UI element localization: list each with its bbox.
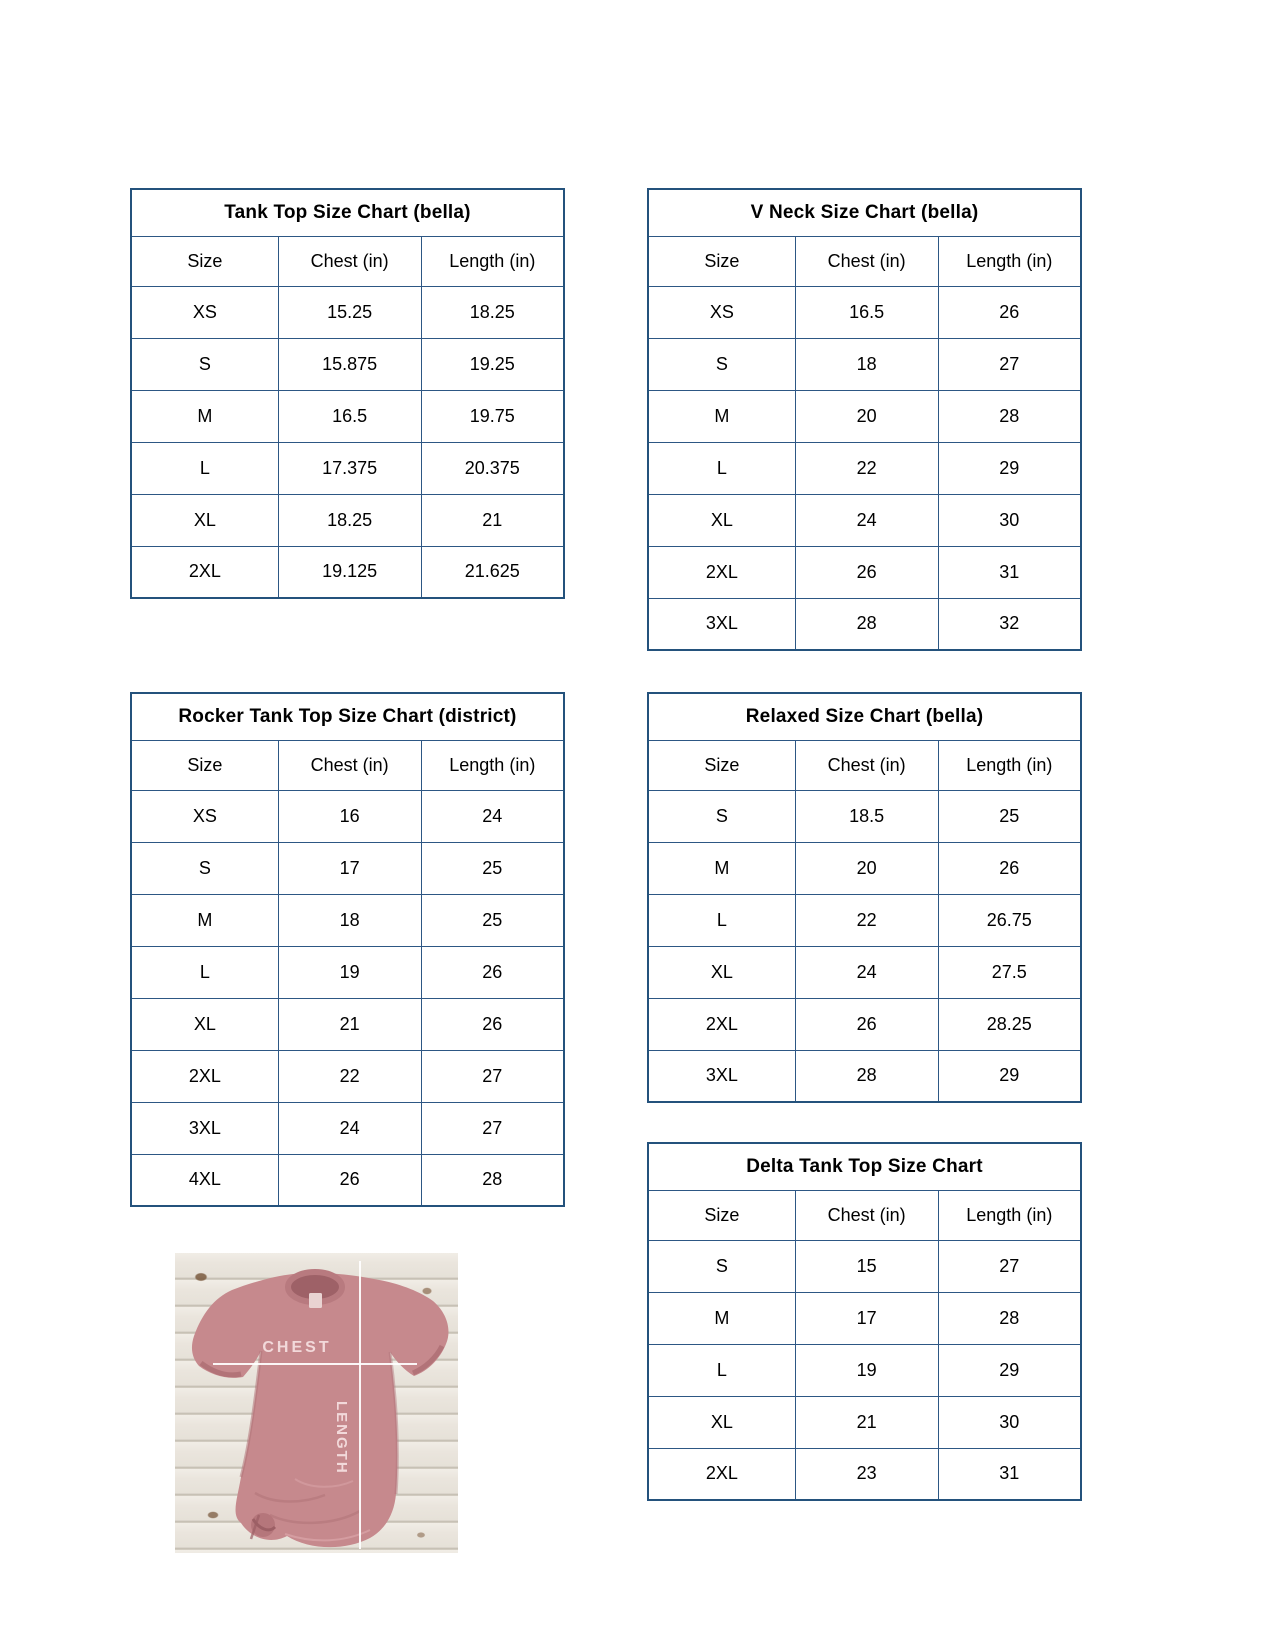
table-header-row — [131, 740, 564, 790]
table-cell: 31 — [938, 546, 1081, 598]
table-cell: 24 — [421, 790, 564, 842]
table-cell: 3XL — [131, 1102, 278, 1154]
table-row — [648, 894, 1081, 946]
table-cell: XS — [648, 286, 795, 338]
table-cell: 18.25 — [278, 494, 421, 546]
table-cell: 2XL — [648, 1448, 795, 1500]
column-header: Length (in) — [421, 740, 564, 790]
table-cell: 26 — [938, 286, 1081, 338]
table-cell: 26 — [421, 946, 564, 998]
column-header: Size — [648, 740, 795, 790]
table-title-row — [648, 189, 1081, 236]
table-cell: 27 — [421, 1050, 564, 1102]
table-cell: 20 — [795, 390, 938, 442]
table-cell: XL — [131, 494, 278, 546]
table-row — [648, 338, 1081, 390]
table-row — [131, 338, 564, 390]
table-cell: 21.625 — [421, 546, 564, 598]
table-cell: M — [648, 390, 795, 442]
table-cell: S — [131, 338, 278, 390]
table-cell: 2XL — [131, 546, 278, 598]
v-neck-size-table — [647, 188, 1082, 651]
table-cell: 21 — [278, 998, 421, 1050]
chest-measurement-line — [213, 1363, 417, 1365]
table-row — [131, 842, 564, 894]
table-cell: 24 — [278, 1102, 421, 1154]
table-cell: XL — [648, 494, 795, 546]
table-header-row — [648, 236, 1081, 286]
table-cell: 25 — [938, 790, 1081, 842]
table-cell: 24 — [795, 946, 938, 998]
table-cell: 31 — [938, 1448, 1081, 1500]
table-cell: 26 — [421, 998, 564, 1050]
table-cell: XL — [648, 946, 795, 998]
table-cell: 20 — [795, 842, 938, 894]
table-cell: 22 — [795, 894, 938, 946]
table-cell: 28 — [938, 390, 1081, 442]
column-header: Chest (in) — [278, 740, 421, 790]
table-cell: XL — [648, 1396, 795, 1448]
table-title: Tank Top Size Chart (bella) — [131, 189, 564, 236]
table-row — [131, 286, 564, 338]
table-cell: 19.75 — [421, 390, 564, 442]
column-header: Chest (in) — [795, 236, 938, 286]
table-cell: 28 — [938, 1292, 1081, 1344]
table-cell: 18.5 — [795, 790, 938, 842]
table-cell: 15.875 — [278, 338, 421, 390]
table-cell: 21 — [795, 1396, 938, 1448]
relaxed-size-table — [647, 692, 1082, 1103]
table-row — [648, 946, 1081, 998]
table-cell: 16.5 — [795, 286, 938, 338]
table-cell: 21 — [421, 494, 564, 546]
chest-label: CHEST — [262, 1339, 332, 1356]
table-cell: 32 — [938, 598, 1081, 650]
table-cell: 15 — [795, 1240, 938, 1292]
length-measurement-line — [359, 1261, 361, 1549]
table-row — [131, 390, 564, 442]
table-cell: 29 — [938, 1050, 1081, 1102]
table-row — [648, 1240, 1081, 1292]
table-cell: XL — [131, 998, 278, 1050]
column-header: Length (in) — [421, 236, 564, 286]
table-cell: 17.375 — [278, 442, 421, 494]
table-row — [648, 1448, 1081, 1500]
table-cell: 17 — [278, 842, 421, 894]
table-cell: 2XL — [648, 546, 795, 598]
column-header: Length (in) — [938, 1190, 1081, 1240]
table-cell: 19 — [795, 1344, 938, 1396]
table-cell: 16 — [278, 790, 421, 842]
table-row — [648, 842, 1081, 894]
table-cell: 27 — [938, 338, 1081, 390]
table-cell: 27 — [938, 1240, 1081, 1292]
table-cell: 26 — [795, 546, 938, 598]
table-cell: 16.5 — [278, 390, 421, 442]
table-cell: S — [131, 842, 278, 894]
table-cell: L — [131, 946, 278, 998]
table-row — [648, 390, 1081, 442]
column-header: Size — [131, 236, 278, 286]
table-cell: S — [648, 338, 795, 390]
table-row — [648, 1050, 1081, 1102]
table-row — [648, 1344, 1081, 1396]
table-cell: 29 — [938, 1344, 1081, 1396]
table-cell: 2XL — [131, 1050, 278, 1102]
delta-tank-top-size-table — [647, 1142, 1082, 1501]
table-cell: 28 — [421, 1154, 564, 1206]
table-row — [648, 1396, 1081, 1448]
table-cell: 23 — [795, 1448, 938, 1500]
table-row — [131, 546, 564, 598]
column-header: Size — [648, 1190, 795, 1240]
table-cell: 15.25 — [278, 286, 421, 338]
table-title: Delta Tank Top Size Chart — [648, 1143, 1081, 1190]
table-title-row — [648, 693, 1081, 740]
table-row — [131, 494, 564, 546]
table-cell: 30 — [938, 1396, 1081, 1448]
table-row — [131, 1102, 564, 1154]
table-cell: 20.375 — [421, 442, 564, 494]
table-header-row — [648, 1190, 1081, 1240]
table-cell: S — [648, 1240, 795, 1292]
table-cell: L — [648, 1344, 795, 1396]
table-cell: 26.75 — [938, 894, 1081, 946]
table-cell: 26 — [795, 998, 938, 1050]
table-cell: XS — [131, 790, 278, 842]
table-cell: 18 — [795, 338, 938, 390]
column-header: Size — [648, 236, 795, 286]
table-row — [131, 1154, 564, 1206]
length-label: LENGTH — [333, 1401, 350, 1475]
table-cell: L — [131, 442, 278, 494]
table-title: Rocker Tank Top Size Chart (district) — [131, 693, 564, 740]
table-cell: 22 — [795, 442, 938, 494]
table-cell: M — [648, 842, 795, 894]
table-header-row — [648, 740, 1081, 790]
table-cell: XS — [131, 286, 278, 338]
table-cell: 19.25 — [421, 338, 564, 390]
table-cell: 26 — [278, 1154, 421, 1206]
table-cell: 30 — [938, 494, 1081, 546]
tshirt-measurement-photo — [175, 1253, 458, 1553]
table-cell: 19.125 — [278, 546, 421, 598]
rocker-tank-top-size-table — [130, 692, 565, 1207]
table-cell: M — [131, 390, 278, 442]
table-cell: L — [648, 894, 795, 946]
table-cell: 28.25 — [938, 998, 1081, 1050]
table-cell: 28 — [795, 598, 938, 650]
table-title: Relaxed Size Chart (bella) — [648, 693, 1081, 740]
table-cell: S — [648, 790, 795, 842]
table-cell: 18 — [278, 894, 421, 946]
column-header: Chest (in) — [795, 1190, 938, 1240]
column-header: Chest (in) — [795, 740, 938, 790]
table-cell: 18.25 — [421, 286, 564, 338]
table-cell: 27.5 — [938, 946, 1081, 998]
table-cell: 4XL — [131, 1154, 278, 1206]
table-cell: 28 — [795, 1050, 938, 1102]
tshirt-graphic — [175, 1253, 458, 1553]
table-row — [648, 998, 1081, 1050]
table-cell: 25 — [421, 894, 564, 946]
table-cell: 24 — [795, 494, 938, 546]
column-header: Chest (in) — [278, 236, 421, 286]
table-row — [131, 1050, 564, 1102]
table-title-row — [648, 1143, 1081, 1190]
column-header: Length (in) — [938, 236, 1081, 286]
table-cell: 27 — [421, 1102, 564, 1154]
table-row — [131, 442, 564, 494]
table-cell: M — [648, 1292, 795, 1344]
table-title-row — [131, 693, 564, 740]
table-title-row — [131, 189, 564, 236]
table-row — [648, 1292, 1081, 1344]
table-cell: M — [131, 894, 278, 946]
table-cell: 29 — [938, 442, 1081, 494]
table-header-row — [131, 236, 564, 286]
table-cell: 25 — [421, 842, 564, 894]
tank-top-size-table — [130, 188, 565, 599]
table-row — [648, 546, 1081, 598]
column-header: Size — [131, 740, 278, 790]
table-row — [131, 894, 564, 946]
table-row — [648, 442, 1081, 494]
table-row — [131, 790, 564, 842]
table-row — [648, 790, 1081, 842]
table-row — [131, 998, 564, 1050]
table-cell: 3XL — [648, 598, 795, 650]
table-title: V Neck Size Chart (bella) — [648, 189, 1081, 236]
table-row — [648, 598, 1081, 650]
table-cell: 19 — [278, 946, 421, 998]
column-header: Length (in) — [938, 740, 1081, 790]
table-cell: 22 — [278, 1050, 421, 1102]
table-cell: 26 — [938, 842, 1081, 894]
table-row — [648, 494, 1081, 546]
table-row — [131, 946, 564, 998]
table-row — [648, 286, 1081, 338]
table-cell: 2XL — [648, 998, 795, 1050]
table-cell: L — [648, 442, 795, 494]
table-cell: 17 — [795, 1292, 938, 1344]
table-cell: 3XL — [648, 1050, 795, 1102]
